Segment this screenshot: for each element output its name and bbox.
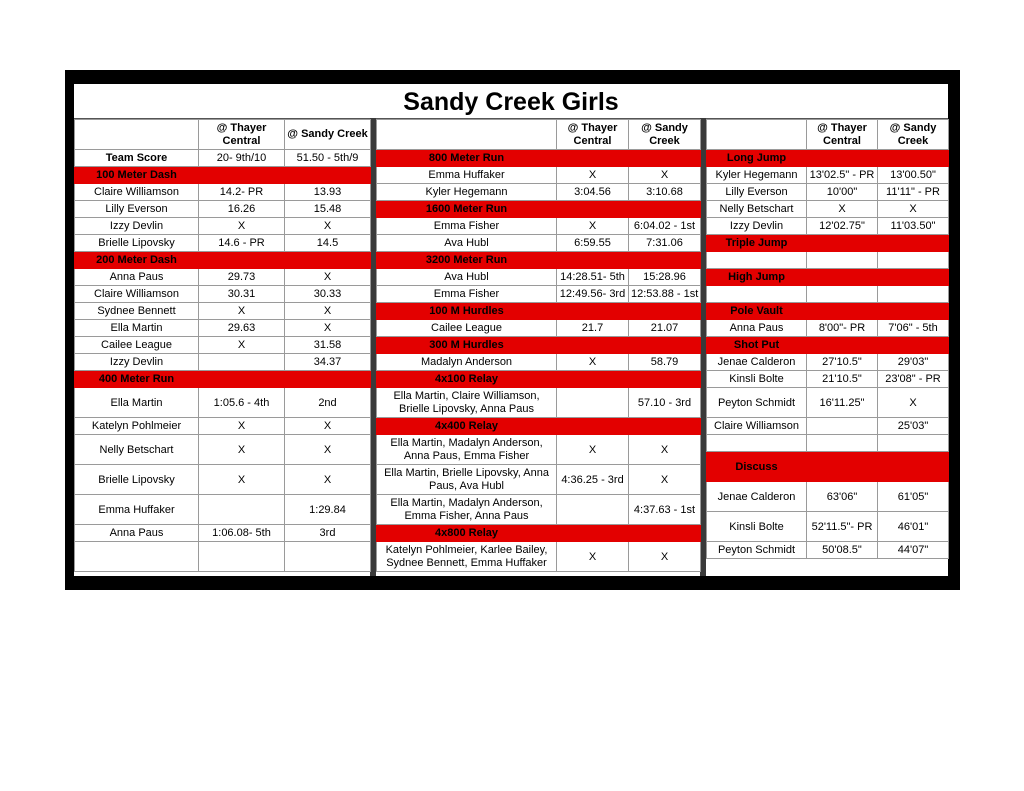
meet1-result: 4:36.25 - 3rd [557,465,629,495]
result-row [75,201,371,218]
results-table-sprints [74,119,371,572]
meet1-result [807,418,878,435]
relay-team-names: Katelyn Pohlmeier, Karlee Bailey, Sydnee Bennett, Emma Huffaker [377,542,557,572]
meet1-result: 27'10.5" [807,354,878,371]
relay-row [377,465,701,495]
header-row [75,120,371,150]
meet1-result: X [557,218,629,235]
athlete-name: Jenae Calderon [707,354,807,371]
event-header-4x400 [377,418,701,435]
athlete-name: Claire Williamson [707,418,807,435]
meet1-result: X [807,201,878,218]
meet1-result: 29.73 [199,269,285,286]
event-header-4x800 [377,525,701,542]
empty-row [707,286,949,303]
meet1-result: X [557,435,629,465]
empty-row [707,252,949,269]
event-label: 4x100 Relay [377,371,557,388]
event-label: 4x800 Relay [377,525,557,542]
meet1-result: X [199,418,285,435]
meet1-result [557,388,629,418]
athlete-name: Brielle Lipovsky [75,465,199,495]
meet1-result [199,495,285,525]
athlete-name: Katelyn Pohlmeier [75,418,199,435]
meet1-result: X [199,218,285,235]
meet2-result: X [629,465,701,495]
meet2-result: 2nd [285,388,371,418]
meet2-result: 13'00.50" [878,167,949,184]
result-row [707,201,949,218]
meet1-result: 14:28.51- 5th [557,269,629,286]
meet1-header: @ Thayer Central [807,120,878,150]
meet2-result: 46'01" [878,512,949,542]
meet1-result: 21'10.5" [807,371,878,388]
meet2-header: @ Sandy Creek [629,120,701,150]
result-row [75,354,371,371]
event-header-high-jump [707,269,949,286]
athlete-name: Ella Martin [75,320,199,337]
athlete-name: Kinsli Bolte [707,512,807,542]
meet2-result: 31.58 [285,337,371,354]
meet2-result: 57.10 - 3rd [629,388,701,418]
event-label: 4x400 Relay [377,418,557,435]
meet2-header: @ Sandy Creek [285,120,371,150]
event-label: 100 Meter Dash [75,167,199,184]
event-label: 300 M Hurdles [377,337,557,354]
athlete-name: Claire Williamson [75,286,199,303]
meet1-result [199,354,285,371]
athlete-name: Peyton Schmidt [707,388,807,418]
results-sheet [65,70,960,590]
athlete-name: Madalyn Anderson [377,354,557,371]
meet1-result: 63'06" [807,482,878,512]
relay-team-names: Ella Martin, Madalyn Anderson, Emma Fisher, Anna Paus [377,495,557,525]
result-row [707,320,949,337]
meet2-result: 3:10.68 [629,184,701,201]
result-row [377,218,701,235]
athlete-name: Kyler Hegemann [377,184,557,201]
team-score-meet2: 51.50 - 5th/9 [285,150,371,167]
team-score-meet1: 20- 9th/10 [199,150,285,167]
athlete-name: Sydnee Bennett [75,303,199,320]
result-row [707,418,949,435]
athlete-name: Izzy Devlin [707,218,807,235]
event-label: 400 Meter Run [75,371,199,388]
meet1-result: 21.7 [557,320,629,337]
meet2-result: 11'11" - PR [878,184,949,201]
event-label: Long Jump [707,150,807,167]
result-row [707,218,949,235]
relay-row [377,388,701,418]
athlete-name: Brielle Lipovsky [75,235,199,252]
result-row [75,303,371,320]
event-label: 200 Meter Dash [75,252,199,269]
meet1-result: X [199,337,285,354]
meet2-result: 58.79 [629,354,701,371]
event-label: High Jump [707,269,807,286]
meet1-result: 16.26 [199,201,285,218]
result-row [707,184,949,201]
event-header-triple-jump [707,235,949,252]
meet2-result: 61'05" [878,482,949,512]
meet1-header: @ Thayer Central [199,120,285,150]
athlete-name: Cailee League [377,320,557,337]
meet2-result: X [285,269,371,286]
meet2-result: X [285,418,371,435]
result-row [707,371,949,388]
result-row [75,525,371,542]
event-header-long-jump [707,150,949,167]
event-label: 3200 Meter Run [377,252,557,269]
athlete-name: Cailee League [75,337,199,354]
athlete-name: Ava Hubl [377,235,557,252]
result-row [75,218,371,235]
meet1-result: 30.31 [199,286,285,303]
athlete-name: Anna Paus [75,269,199,286]
athlete-name: Nelly Betschart [75,435,199,465]
relay-row [377,435,701,465]
result-row [75,337,371,354]
event-header-300m-hurdles [377,337,701,354]
results-table-field-events [706,119,949,559]
event-header-100m [75,167,371,184]
meet2-result: 21.07 [629,320,701,337]
meet2-result: 11'03.50" [878,218,949,235]
meet1-result: 3:04.56 [557,184,629,201]
athlete-name: Emma Fisher [377,286,557,303]
meet1-result: 10'00" [807,184,878,201]
meet2-result: 1:29.84 [285,495,371,525]
meet2-result: 7:31.06 [629,235,701,252]
result-row [75,435,371,465]
meet2-result: X [629,435,701,465]
meet2-result: 30.33 [285,286,371,303]
athlete-name: Emma Huffaker [377,167,557,184]
meet1-result: X [557,542,629,572]
relay-row [377,495,701,525]
meet2-result: 15:28.96 [629,269,701,286]
result-row [377,235,701,252]
athlete-name: Nelly Betschart [707,201,807,218]
result-row [707,542,949,559]
meet1-result: 1:05.6 - 4th [199,388,285,418]
athlete-name: Lilly Everson [707,184,807,201]
result-row [707,167,949,184]
meet1-result: X [557,354,629,371]
meet2-result: X [629,542,701,572]
meet2-result: 34.37 [285,354,371,371]
athlete-name: Emma Fisher [377,218,557,235]
name-header [377,120,557,150]
result-row [377,184,701,201]
meet1-result: 14.6 - PR [199,235,285,252]
meet1-header: @ Thayer Central [557,120,629,150]
meet1-result: 52'11.5"- PR [807,512,878,542]
athlete-name: Ava Hubl [377,269,557,286]
empty-row [75,542,371,572]
event-label: Pole Vault [707,303,807,320]
meet2-result: 4:37.63 - 1st [629,495,701,525]
header-row [707,120,949,150]
meet2-result: X [285,320,371,337]
event-label: 1600 Meter Run [377,201,557,218]
meet2-result: 29'03" [878,354,949,371]
meet2-result: X [878,201,949,218]
name-header [707,120,807,150]
result-row [75,465,371,495]
meet1-result: X [199,435,285,465]
result-row [377,269,701,286]
meet1-result: 8'00"- PR [807,320,878,337]
meet2-header: @ Sandy Creek [878,120,949,150]
event-header-800m [377,150,701,167]
result-row [75,235,371,252]
event-header-100m-hurdles [377,303,701,320]
meet1-result [557,495,629,525]
meet2-result: 15.48 [285,201,371,218]
result-row [75,184,371,201]
meet1-result: 50'08.5" [807,542,878,559]
result-row [75,320,371,337]
meet2-result: 25'03" [878,418,949,435]
athlete-name: Jenae Calderon [707,482,807,512]
result-row [377,286,701,303]
event-header-discus [707,452,949,482]
event-label: Shot Put [707,337,807,354]
athlete-name: Anna Paus [707,320,807,337]
event-header-400m [75,371,371,388]
result-row [75,286,371,303]
meet2-result: 6:04.02 - 1st [629,218,701,235]
meet2-result: 3rd [285,525,371,542]
result-row [707,388,949,418]
athlete-name: Kinsli Bolte [707,371,807,388]
event-label: Discuss [707,452,807,482]
meet1-result: 14.2- PR [199,184,285,201]
event-label: 800 Meter Run [377,150,557,167]
meet1-result: X [199,303,285,320]
meet2-result: X [285,218,371,235]
meet2-result: 12:53.88 - 1st [629,286,701,303]
athlete-name: Anna Paus [75,525,199,542]
meet1-result: 16'11.25" [807,388,878,418]
meet1-result: 13'02.5" - PR [807,167,878,184]
event-header-shot-put [707,337,949,354]
meet2-result: X [878,388,949,418]
athlete-name: Ella Martin [75,388,199,418]
meet2-result: 14.5 [285,235,371,252]
result-row [707,482,949,512]
meet2-result: X [285,303,371,320]
meet2-result: X [285,435,371,465]
result-row [377,354,701,371]
name-header [75,120,199,150]
meet1-result: X [557,167,629,184]
relay-team-names: Ella Martin, Madalyn Anderson, Anna Paus, Emma Fisher [377,435,557,465]
meet2-result: X [285,465,371,495]
result-row [75,388,371,418]
athlete-name: Peyton Schmidt [707,542,807,559]
meet2-result: 7'06" - 5th [878,320,949,337]
meet1-result: 6:59.55 [557,235,629,252]
meet1-result: 12'02.75" [807,218,878,235]
meet1-result: 12:49.56- 3rd [557,286,629,303]
result-row [377,320,701,337]
relay-row [377,542,701,572]
event-header-200m [75,252,371,269]
athlete-name: Emma Huffaker [75,495,199,525]
meet1-result: 29.63 [199,320,285,337]
result-row [707,354,949,371]
meet2-result: 44'07" [878,542,949,559]
meet2-result: 23'08" - PR [878,371,949,388]
result-row [75,418,371,435]
result-row [75,269,371,286]
meet2-result: 13.93 [285,184,371,201]
meet1-result: 1:06.08- 5th [199,525,285,542]
result-row [377,167,701,184]
header-row [377,120,701,150]
athlete-name: Izzy Devlin [75,218,199,235]
empty-row [707,435,949,452]
meet2-result: X [629,167,701,184]
event-header-3200m [377,252,701,269]
event-label: 100 M Hurdles [377,303,557,320]
results-table-distance-relays [376,119,701,572]
team-score-row [75,150,371,167]
athlete-name: Kyler Hegemann [707,167,807,184]
event-label: Triple Jump [707,235,807,252]
event-header-4x100 [377,371,701,388]
team-score-label: Team Score [75,150,199,167]
page-title: Sandy Creek Girls [74,84,948,119]
results-table-area [74,84,948,576]
athlete-name: Izzy Devlin [75,354,199,371]
event-header-pole-vault [707,303,949,320]
result-row [75,495,371,525]
result-row [707,512,949,542]
meet1-result: X [199,465,285,495]
relay-team-names: Ella Martin, Brielle Lipovsky, Anna Paus, Ava Hubl [377,465,557,495]
relay-team-names: Ella Martin, Claire Williamson, Brielle Lipovsky, Anna Paus [377,388,557,418]
event-header-1600m [377,201,701,218]
athlete-name: Claire Williamson [75,184,199,201]
athlete-name: Lilly Everson [75,201,199,218]
